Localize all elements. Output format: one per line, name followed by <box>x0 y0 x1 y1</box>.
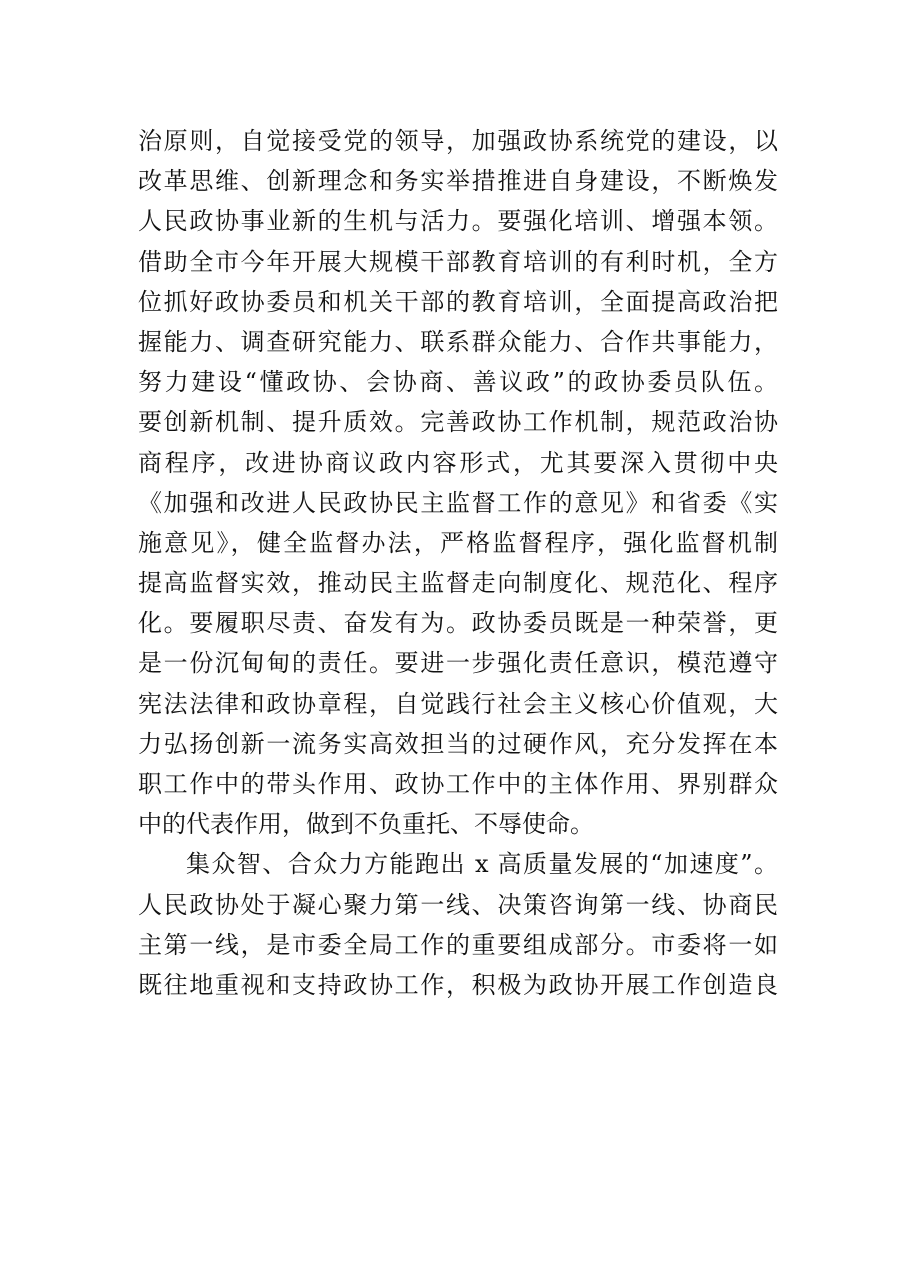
text-line: 既往地重视和支持政协工作，积极为政协开展工作创造良 <box>138 970 778 999</box>
text-line: 握能力、调查研究能力、联系群众能力、合作共事能力， <box>138 327 778 356</box>
text-line: 人民政协事业新的生机与活力。要强化培训、增强本领。 <box>138 207 778 236</box>
text-line: 宪法法律和政协章程，自觉践行社会主义核心价值观，大 <box>138 689 778 718</box>
text-line: 位抓好政协委员和机关干部的教育培训，全面提高政治把 <box>138 287 778 316</box>
text-line: 主第一线，是市委全局工作的重要组成部分。市委将一如 <box>138 930 778 959</box>
text-line: 《加强和改进人民政协民主监督工作的意见》和省委《实 <box>138 488 778 517</box>
text-line: 努力建设“懂政协、会协商、善议政”的政协委员队伍。 <box>138 368 778 397</box>
text-line: 是一份沉甸甸的责任。要进一步强化责任意识，模范遵守 <box>138 649 778 678</box>
text-line: 中的代表作用，做到不负重托、不辱使命。 <box>138 810 594 839</box>
text-line: 提高监督实效，推动民主监督走向制度化、规范化、程序 <box>138 569 778 598</box>
text-line: 施意见》，健全监督办法，严格监督程序，强化监督机制 <box>138 528 778 557</box>
text-line: 治原则，自觉接受党的领导，加强政协系统党的建设，以 <box>138 127 778 155</box>
text-line: 借助全市今年开展大规模干部教育培训的有利时机，全方 <box>138 247 778 276</box>
text-line: 集众智、合众力方能跑出 x 高质量发展的“加速度”。 <box>186 850 778 879</box>
body-text <box>138 121 778 1005</box>
paragraph-accelerate <box>138 844 778 1005</box>
text-line: 改革思维、创新理念和务实举措推进自身建设，不断焕发 <box>138 167 778 196</box>
paragraph-continued <box>138 121 778 844</box>
text-line: 商程序，改进协商议政内容形式，尤其要深入贯彻中央 <box>138 448 778 477</box>
text-line: 力弘扬创新一流务实高效担当的过硬作风，充分发挥在本 <box>138 729 778 758</box>
text-line: 化。要履职尽责、奋发有为。政协委员既是一种荣誉，更 <box>138 609 778 638</box>
text-line: 要创新机制、提升质效。完善政协工作机制，规范政治协 <box>138 408 778 437</box>
text-line: 职工作中的带头作用、政协工作中的主体作用、界别群众 <box>138 770 778 798</box>
text-line: 人民政协处于凝心聚力第一线、决策咨询第一线、协商民 <box>138 890 778 919</box>
